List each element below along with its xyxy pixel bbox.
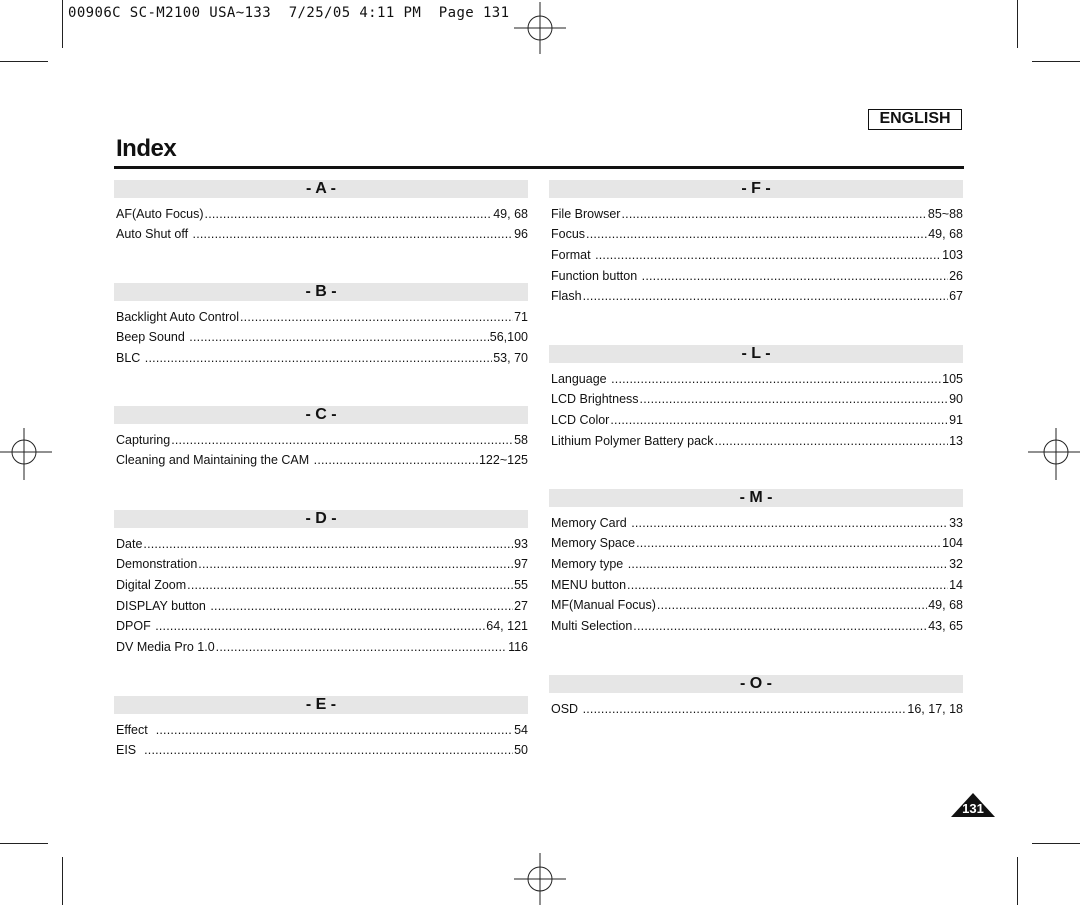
index-entry (549, 262, 963, 283)
index-entry (114, 447, 528, 468)
entry-term: Capturing (116, 432, 171, 447)
entry-term: MF(Manual Focus) (551, 598, 656, 613)
index-entry (549, 695, 963, 716)
dot-leader (642, 269, 948, 283)
entry-page: 122~125 (478, 453, 528, 468)
dot-leader (216, 640, 507, 654)
crop-mark (1032, 843, 1080, 844)
registration-mark-icon (514, 2, 566, 54)
entry-page: 13 (949, 433, 963, 448)
dot-leader (210, 599, 513, 613)
dot-leader (187, 578, 513, 592)
index-entry (549, 592, 963, 613)
index-entry (114, 221, 528, 242)
entry-page: 64, 121 (486, 619, 528, 634)
dot-leader (145, 351, 492, 365)
entry-page: 105 (942, 371, 963, 386)
entry-page: 43, 65 (928, 619, 963, 634)
dot-leader (156, 723, 513, 737)
entry-page: 90 (949, 392, 963, 407)
registration-mark-icon (514, 853, 566, 905)
index-section-o (549, 675, 963, 716)
dot-leader (631, 516, 948, 530)
entry-page: 27 (514, 598, 528, 613)
index-entry (549, 386, 963, 407)
entry-term: MENU button (551, 577, 627, 592)
section-heading: - M - (549, 489, 963, 507)
index-entry (549, 200, 963, 221)
index-entry (114, 344, 528, 365)
dot-leader (143, 537, 513, 551)
entry-term: Demonstration (116, 557, 198, 572)
index-section-f (549, 180, 963, 303)
entry-list (549, 198, 963, 303)
entry-term: Format (551, 248, 595, 263)
entry-term: LCD Color (551, 413, 610, 428)
index-entry (114, 592, 528, 613)
entry-term: DV Media Pro 1.0 (116, 640, 215, 655)
entry-page: 54 (514, 722, 528, 737)
entry-page: 103 (942, 248, 963, 263)
index-entry (114, 426, 528, 447)
index-entry (114, 571, 528, 592)
entry-term: OSD (551, 701, 582, 716)
section-heading: - E - (114, 696, 528, 714)
section-heading: - D - (114, 510, 528, 528)
entry-term: Multi Selection (551, 619, 633, 634)
dot-leader (314, 453, 478, 467)
crop-mark (1017, 0, 1018, 48)
crop-mark (0, 843, 48, 844)
index-entry (549, 221, 963, 242)
dot-leader (193, 227, 514, 241)
index-entry (549, 612, 963, 633)
entry-term: BLC (116, 351, 144, 366)
entry-term: DPOF (116, 619, 155, 634)
index-entry (114, 303, 528, 324)
entry-page: 53, 70 (493, 351, 528, 366)
entry-term: DISPLAY button (116, 598, 210, 613)
index-entry (549, 427, 963, 448)
section-heading: - O - (549, 675, 963, 693)
index-section-a (114, 180, 528, 241)
dot-leader (171, 433, 513, 447)
entry-page: 33 (949, 515, 963, 530)
dot-leader (144, 743, 513, 757)
section-heading: - F - (549, 180, 963, 198)
index-entry (549, 571, 963, 592)
entry-page: 71 (514, 309, 528, 324)
entry-page: 49, 68 (928, 227, 963, 242)
entry-list (114, 301, 528, 365)
index-entry (114, 716, 528, 737)
index-section-e (114, 696, 528, 757)
dot-leader (205, 207, 493, 221)
title-rule (114, 166, 964, 169)
registration-mark-icon (1028, 428, 1080, 480)
dot-leader (610, 413, 948, 427)
entry-page: 96 (514, 227, 528, 242)
section-heading: - B - (114, 283, 528, 301)
index-entry (549, 550, 963, 571)
index-entry (549, 283, 963, 304)
section-heading: - L - (549, 345, 963, 363)
dot-leader (621, 207, 926, 221)
index-section-c (114, 406, 528, 467)
dot-leader (155, 619, 485, 633)
dot-leader (657, 598, 927, 612)
entry-list (114, 714, 528, 757)
page-number: 131 (962, 801, 984, 816)
entry-page: 104 (942, 536, 963, 551)
entry-term: LCD Brightness (551, 392, 639, 407)
entry-term: Cleaning and Maintaining the CAM (116, 453, 313, 468)
index-entry (114, 200, 528, 221)
index-entry (114, 613, 528, 634)
entry-page: 58 (514, 432, 528, 447)
entry-term: Function button (551, 268, 641, 283)
entry-term: Language (551, 371, 611, 386)
index-entry (549, 241, 963, 262)
dot-leader (595, 248, 941, 262)
entry-list (114, 198, 528, 241)
entry-term: AF(Auto Focus) (116, 206, 204, 221)
registration-mark-icon (0, 428, 52, 480)
entry-term: Memory type (551, 557, 627, 572)
entry-page: 97 (514, 557, 528, 572)
section-heading: - C - (114, 406, 528, 424)
entry-page: 49, 68 (493, 206, 528, 221)
entry-page: 116 (508, 640, 528, 655)
entry-list (549, 363, 963, 448)
index-section-l (549, 345, 963, 448)
entry-term: Date (116, 536, 143, 551)
entry-list (114, 528, 528, 654)
entry-term: Memory Space (551, 536, 636, 551)
crop-mark (0, 61, 48, 62)
entry-list (549, 693, 963, 716)
entry-term: Focus (551, 227, 586, 242)
index-section-m (549, 489, 963, 633)
dot-leader (240, 310, 513, 324)
dot-leader (583, 289, 949, 303)
entry-page: 26 (949, 268, 963, 283)
entry-page: 85~88 (927, 206, 963, 221)
index-entry (549, 530, 963, 551)
index-entry (549, 365, 963, 386)
entry-page: 32 (949, 557, 963, 572)
dot-leader (583, 702, 907, 716)
dot-leader (636, 536, 941, 550)
dot-leader (715, 434, 949, 448)
dot-leader (586, 227, 927, 241)
entry-term: Memory Card (551, 515, 631, 530)
entry-term: Auto Shut off (116, 227, 192, 242)
crop-mark (1032, 61, 1080, 62)
page-title: Index (116, 135, 177, 162)
entry-page: 67 (949, 289, 963, 304)
index-section-d (114, 510, 528, 654)
entry-term: Effect (116, 722, 155, 737)
dot-leader (628, 557, 948, 571)
entry-term: File Browser (551, 206, 621, 221)
dot-leader (640, 392, 949, 406)
index-entry (549, 509, 963, 530)
entry-page: 14 (949, 577, 963, 592)
crop-mark (62, 0, 63, 48)
entry-page: 93 (514, 536, 528, 551)
index-entry (549, 406, 963, 427)
language-badge: ENGLISH (868, 109, 962, 130)
entry-term: EIS (116, 743, 144, 758)
index-section-b (114, 283, 528, 365)
index-entry (114, 530, 528, 551)
entry-list (549, 507, 963, 633)
crop-mark (1017, 857, 1018, 905)
print-slug: 00906C SC-M2100 USA~133 7/25/05 4:11 PM Page 131 (68, 5, 510, 21)
index-entry (114, 551, 528, 572)
dot-leader (189, 330, 488, 344)
dot-leader (627, 578, 948, 592)
entry-page: 50 (514, 743, 528, 758)
dot-leader (198, 557, 513, 571)
entry-page: 91 (949, 413, 963, 428)
dot-leader (611, 372, 941, 386)
entry-term: Backlight Auto Control (116, 309, 239, 324)
entry-term: Flash (551, 289, 582, 304)
entry-term: Beep Sound (116, 330, 189, 345)
index-entry (114, 324, 528, 345)
entry-page: 16, 17, 18 (907, 701, 963, 716)
index-entry (114, 737, 528, 758)
entry-list (114, 424, 528, 467)
entry-page: 56,100 (489, 330, 528, 345)
entry-page: 49, 68 (928, 598, 963, 613)
entry-page: 55 (514, 578, 528, 593)
entry-term: Lithium Polymer Battery pack (551, 433, 714, 448)
section-heading: - A - (114, 180, 528, 198)
index-entry (114, 633, 528, 654)
crop-mark (62, 857, 63, 905)
dot-leader (633, 619, 927, 633)
entry-term: Digital Zoom (116, 578, 187, 593)
